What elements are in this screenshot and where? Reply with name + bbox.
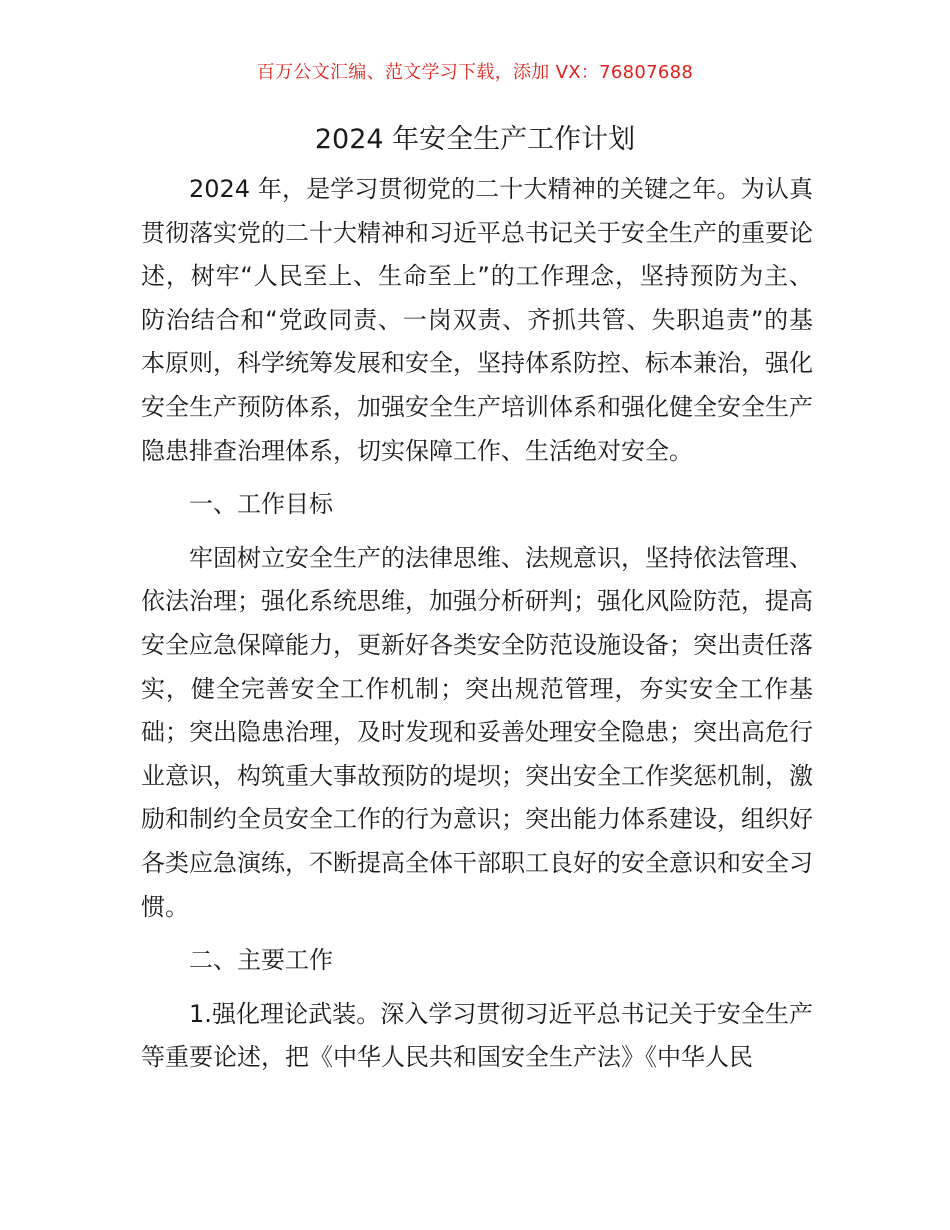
section-heading-main-work: 二、主要工作	[189, 946, 333, 975]
goals-paragraph: 牢固树立安全生产的法律思维、法规意识，坚持依法管理、依法治理；强化系统思维，加强分析研判；强化风险防范，提高安全应急保障能力，更新好各类安全防范设施设备；突出责任落实，健全完善安全工作机制；突出规范管理，夯实安全工作基础；突出隐患治理，及时发现和妥善处理安全隐患；突出高危行业意识，构筑重大事故预防的堤坝；突出安全工作奖惩机制，激励和制约全员安全工作的行为意识；突出能力体系建设，组织好各类应急演练，不断提高全体干部职工良好的安全意识和安全习惯。	[141, 543, 813, 921]
section-heading-goals: 一、工作目标	[189, 490, 333, 519]
document-title: 2024 年安全生产工作计划	[314, 124, 636, 155]
document-body	[141, 168, 813, 1080]
main-work-item-1: 1.强化理论武装。深入学习贯彻习近平总书记关于安全生产等重要论述，把《中华人民共和国安全生产法》《中华人民	[141, 999, 813, 1072]
header-banner: 百万公文汇编、范文学习下载，添加 VX：76807688	[256, 62, 694, 83]
intro-paragraph: 2024 年，是学习贯彻党的二十大精神的关键之年。为认真贯彻落实党的二十大精神和习近平总书记关于安全生产的重要论述，树牢“人民至上、生命至上”的工作理念，坚持预防为主、防治结合和“党政同责、一岗双责、齐抓共管、失职追责”的基本原则，科学统筹发展和安全，坚持体系防控、标本兼治，强化安全生产预防体系，加强安全生产培训体系和强化健全安全生产隐患排查治理体系，切实保障工作、生活绝对安全。	[141, 175, 813, 465]
